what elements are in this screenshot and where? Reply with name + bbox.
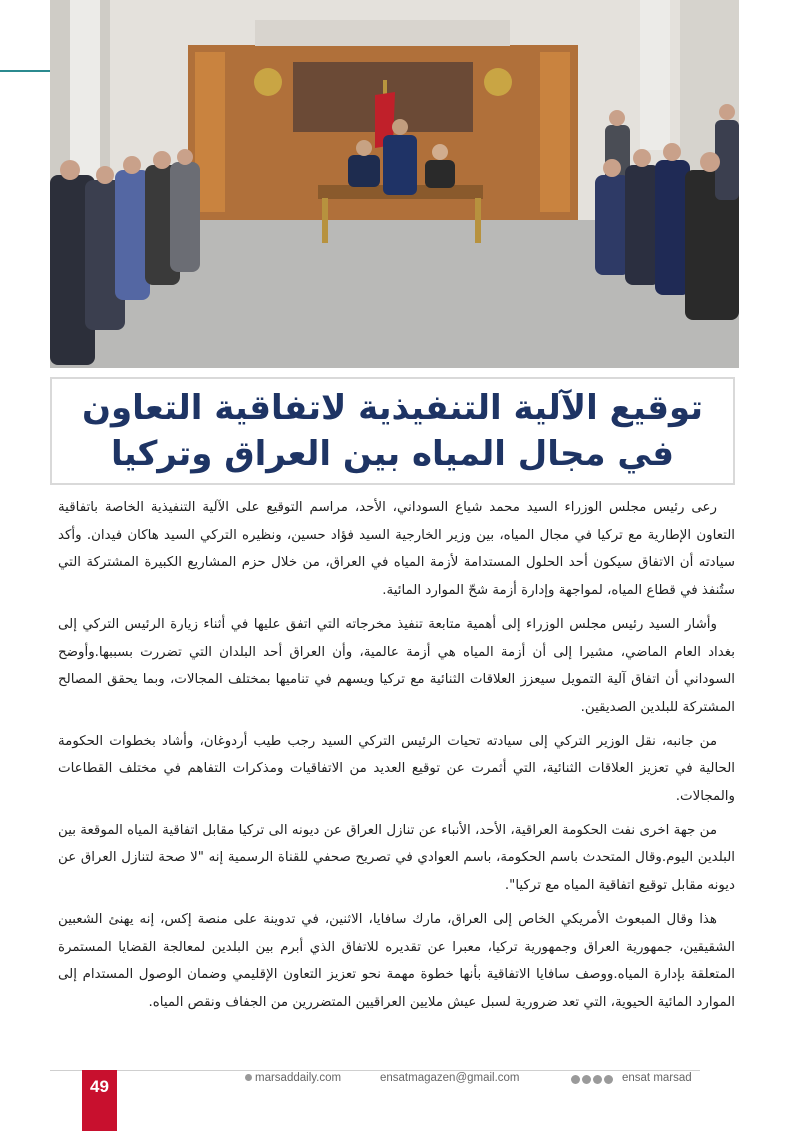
article-paragraph: رعى رئيس مجلس الوزراء السيد محمد شياع السوداني، الأحد، مراسم التوقيع على الآلية التنفيذية الخاصة باتفاقية التعاون الإطارية مع تركيا في مجال المياه، بين وزير الخارجية السيد فؤاد حسين، ونظيره التركي السيد هاكان فيدان. وأكد سيادته أن الاتفاق سيكون أحد الحلول المستدامة لأزمة المياه في العراق، من خلال حزم المشاريع الكبيرة المشتركة التي ستُنفذ في قطاع المياه، لمواجهة وإدارة أزمة شحّ الموارد المائية. [58,500,735,599]
article-body [58,494,735,1023]
youtube-icon[interactable] [604,1075,613,1084]
corner-accent-line [0,70,50,72]
twitter-icon[interactable] [582,1075,591,1084]
social-icons [571,1075,613,1084]
footer-website-link[interactable] [245,1072,341,1084]
footer-brand: ensat marsad [622,1072,692,1084]
page-number: 49 [82,1070,117,1131]
article-title-line-2: في مجال المياه بين العراق وتركيا [110,434,675,474]
article-paragraph: من جانبه، نقل الوزير التركي إلى سيادته تحيات الرئيس التركي السيد رجب طيب أردوغان، وأشاد بخطوات الحكومة الحالية في تعزيز العلاقات الثنائية، التي أثمرت عن توقيع العديد من الاتفاقيات ومذكرات التفاهم في مختلف القطاعات والمجالات. [58,733,735,805]
article-paragraph: هذا وقال المبعوث الأمريكي الخاص إلى العراق، مارك سافايا، الاثنين، في تدوينة على منصة إكس، إنه يهنئ الشعبين الشقيقين، جمهورية العراق وجمهورية تركيا، معبرا عن تقديره للاتفاق الذي أبرم بين البلدين لمعالجة القضايا المستمرة المتعلقة بإدارة المياه.ووصف سافايا الاتفاقية بأنها خطوة مهمة نحو تعزيز التعاون الإقليمي وضمان الوصول المستدام إلى الموارد المائية الحيوية، التي تعد ضرورية لسبل عيش ملايين العراقيين المتضررين من الجفاف ونقص المياه. [58,911,735,1010]
article-title-box [50,377,735,485]
footer-email-link[interactable]: ensatmagazen@gmail.com [380,1072,520,1084]
facebook-icon[interactable] [571,1075,580,1084]
signing-ceremony-photo [50,0,739,368]
footer-website-text: marsaddaily.com [255,1072,342,1084]
footer-divider [50,1070,700,1071]
instagram-icon[interactable] [593,1075,602,1084]
globe-icon [245,1074,252,1081]
article-paragraph: من جهة اخرى نفت الحكومة العراقية، الأحد، الأنباء عن تنازل العراق عن ديونه الى تركيا مقابل اتفاقية المياه الموقعة بين البلدين اليوم.وقال المتحدث باسم الحكومة، باسم العوادي في تصريح صحفي للقناة الرسمية إنه "لا صحة لتنازل العراق عن ديونه مقابل توقيع اتفاقية المياه مع تركيا". [58,822,735,894]
article-title-line-1: توقيع الآلية التنفيذية لاتفاقية التعاون [81,388,704,428]
article-paragraph: وأشار السيد رئيس مجلس الوزراء إلى أهمية متابعة تنفيذ مخرجاته التي اتفق عليها في أثناء زيارة الرئيس التركي إلى بغداد العام الماضي، مشيرا إلى أن أزمة المياه هي أزمة عالمية، وأن العراق أحد البلدان التي تضررت بسببها.وأوضح السوداني أن اتفاق آلية التمويل سيعزز العلاقات الثنائية مع تركيا ويسهم في تناميها بمختلف المجالات، وبما يحقق المصالح المشتركة للبلدين الصديقين. [58,616,735,715]
